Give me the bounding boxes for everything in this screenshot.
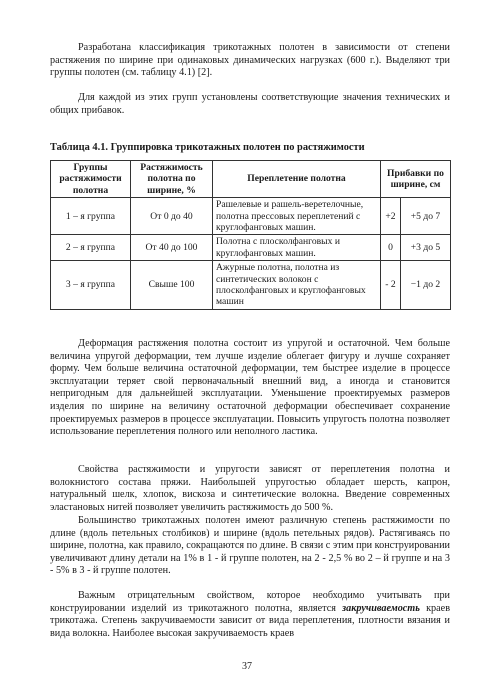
cell-allowance-total: −1 до 2 bbox=[401, 261, 451, 310]
paragraph-curling bbox=[50, 590, 450, 640]
cell-weave: Рашелевые и рашель-веретелочные, полотна прессовых переплетений с круглофанговых машин. bbox=[213, 198, 381, 235]
cell-weave: Полотна с плосколфанговых и круглофанговых машин. bbox=[213, 235, 381, 261]
cell-allowance-technical: +2 bbox=[381, 198, 401, 235]
cell-stretch: Свыше 100 bbox=[131, 261, 213, 310]
cell-allowance-technical: - 2 bbox=[381, 261, 401, 310]
header-weave: Переплетение полотна bbox=[213, 161, 381, 198]
table-row bbox=[51, 198, 451, 235]
page-number: 37 bbox=[242, 661, 252, 672]
curling-text-end: краев трикотажа. Степень закручиваемости зависит от вида переплетения, плотности вязания и вида волокна. Наиболее высокая закручиваемость краев bbox=[50, 602, 450, 639]
curling-text-start: Важным отрицательным свойством, которое необходимо учитывать при конструировании изделий из трикотажного полотна, является bbox=[50, 590, 450, 614]
paragraph-deformation: Деформация растяжения полотна состоит из упругой и остаточной. Чем больше величина упругой деформации, тем лучше изделие облегает фигуру и лучше сохраняет форму. Чем больше величина остаточной деформации, тем быстрее изделие в процессе эксплуатации теряет свой первоначальный внешний вид, а иногда и становится непригодным для дальнейшей эксплуатации. Уменьшение проектируемых размеров изделия по ширине на величину остаточной деформации обеспечивает сохранение проектируемых размеров в процессе эксплуатации. Повысить упругость полотна позволяет использование переплетения полного или неполного ластика. bbox=[50, 338, 450, 438]
table-row bbox=[51, 261, 451, 310]
cell-weave: Ажурные полотна, полотна из синтетических волокон с плосколфанговых и круглофанговых машин bbox=[213, 261, 381, 310]
paragraph-length-stretch: Большинство трикотажных полотен имеют различную степень растяжимости по длине (вдоль петельных столбиков) и ширине (вдоль петельных рядов). Растягиваясь по ширине, полотна, как правило, сокращаются по длине. В связи с этим при конструировании увеличивают длину детали на 1% в 1 - й группе полотен, на 2 - 2,5 % во 2 – й группе и на 3 - 5% в 3 - й группе полотен. bbox=[50, 515, 450, 577]
cell-stretch: От 0 до 40 bbox=[131, 198, 213, 235]
stretch-groups-table bbox=[50, 160, 451, 310]
cell-allowance-total: +3 до 5 bbox=[401, 235, 451, 261]
cell-group: 3 – я группа bbox=[51, 261, 131, 310]
header-stretch: Растяжимость полотна по ширине, % bbox=[131, 161, 213, 198]
header-allowance: Прибавки по ширине, см bbox=[381, 161, 451, 198]
curling-term: закручиваемость bbox=[342, 602, 420, 614]
cell-group: 1 – я группа bbox=[51, 198, 131, 235]
table-header-row bbox=[51, 161, 451, 198]
cell-allowance-total: +5 до 7 bbox=[401, 198, 451, 235]
cell-stretch: От 40 до 100 bbox=[131, 235, 213, 261]
cell-allowance-technical: 0 bbox=[381, 235, 401, 261]
table-row bbox=[51, 235, 451, 261]
cell-group: 2 – я группа bbox=[51, 235, 131, 261]
paragraph-classification: Разработана классификация трикотажных полотен в зависимости от степени растяжения по ширине при одинаковых динамических нагрузках (600 г.). Выделяют три группы полотен (см. таблицу 4.1) [2]. bbox=[50, 42, 450, 79]
paragraph-allowances: Для каждой из этих групп установлены соответствующие значения технических и общих прибавок. bbox=[50, 92, 450, 116]
table-caption: Таблица 4.1. Группировка трикотажных полотен по растяжимости bbox=[50, 142, 365, 153]
paragraph-elasticity: Свойства растяжимости и упругости зависят от переплетения полотна и волокнистого состава пряжи. Наибольшей упругостью обладает шерсть, капрон, натуральный шелк, хлопок, вискоза и синтетические волокна. Введение современных эластановых нитей позволяет увеличить растяжимость до 500 %. bbox=[50, 464, 450, 513]
header-group: Группы растяжимости полотна bbox=[51, 161, 131, 198]
